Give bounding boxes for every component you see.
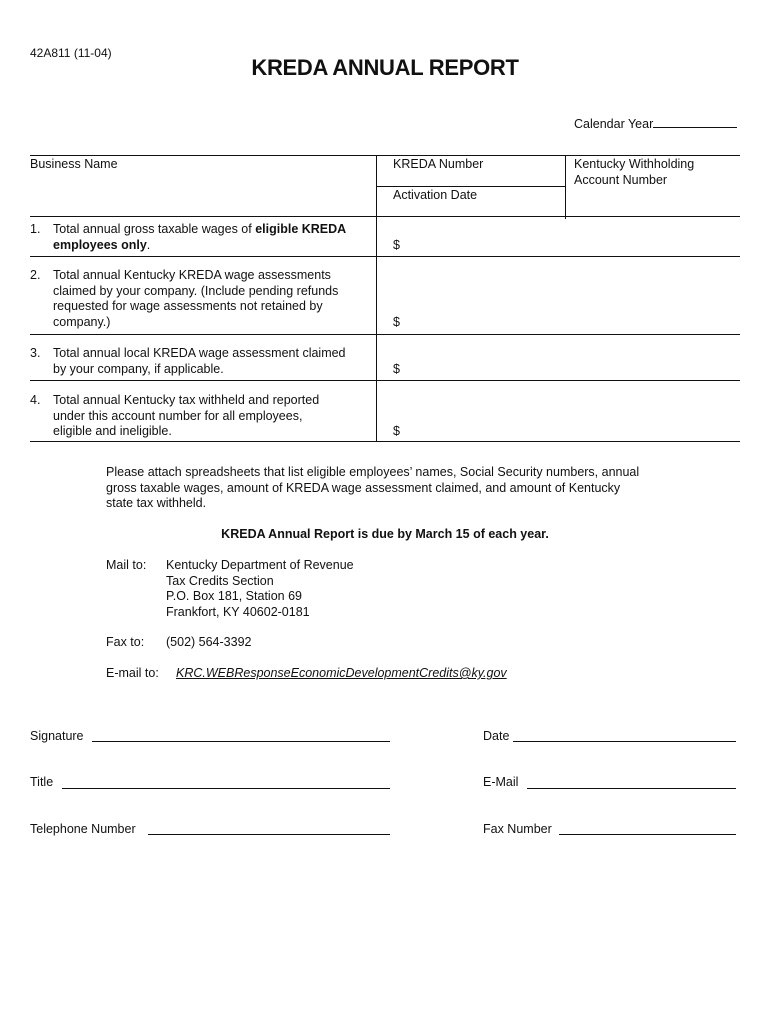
address-line: Kentucky Department of Revenue <box>166 558 354 572</box>
date-label: Date <box>483 729 510 743</box>
attach-line: gross taxable wages, amount of KREDA wage assessment claimed, and amount of Kentucky <box>106 480 621 495</box>
email-address-link[interactable]: KRC.WEBResponseEconomicDevelopmentCredits@ky.gov <box>176 666 507 680</box>
question-2-number: 2. <box>30 268 41 282</box>
business-name-field[interactable]: Business Name <box>30 157 118 171</box>
question-4-number: 4. <box>30 393 41 407</box>
signature-line[interactable] <box>92 741 390 742</box>
row2-bottom-border <box>30 334 740 335</box>
fax-number-line[interactable] <box>559 834 736 835</box>
due-date-notice: KREDA Annual Report is due by March 15 of each year. <box>221 527 549 541</box>
ky-withholding-account-field[interactable] <box>574 157 694 188</box>
fax-number-label: Fax Number <box>483 822 552 836</box>
address-line: P.O. Box 181, Station 69 <box>166 589 302 604</box>
calendar-year-input-line[interactable] <box>653 114 737 128</box>
telephone-line[interactable] <box>148 834 390 835</box>
title-line[interactable] <box>62 788 390 789</box>
question-4-text <box>53 393 373 440</box>
attach-instructions <box>106 465 686 512</box>
q2-line: Total annual Kentucky KREDA wage assessments <box>53 268 331 282</box>
fax-number: (502) 564-3392 <box>166 635 252 649</box>
question-1-number: 1. <box>30 222 41 236</box>
q3-line: Total annual local KREDA wage assessment claimed <box>53 346 346 360</box>
q1-text-bold-2: employees only <box>53 237 147 252</box>
ky-withholding-label-line1: Kentucky Withholding <box>574 157 695 171</box>
fax-to-label: Fax to: <box>106 635 145 649</box>
header-bottom-border <box>30 216 740 217</box>
q4-line: Total annual Kentucky tax withheld and reported <box>53 393 320 407</box>
question-2-text <box>53 268 373 330</box>
q2-line: requested for wage assessments not retained by <box>53 299 323 314</box>
form-number: 42A811 (11-04) <box>30 46 112 60</box>
row3-bottom-border <box>30 380 740 381</box>
address-line: Frankfort, KY 40602-0181 <box>166 604 310 619</box>
question-3-number: 3. <box>30 346 41 360</box>
telephone-label: Telephone Number <box>30 822 136 836</box>
q1-text-part: Total annual gross taxable wages of <box>53 222 256 236</box>
q4-line: under this account number for all employees, <box>53 408 303 423</box>
question-1-amount-field[interactable]: $ <box>393 238 400 252</box>
email-to-label: E-mail to: <box>106 666 159 680</box>
address-line: Tax Credits Section <box>166 573 274 588</box>
kreda-number-divider <box>376 186 565 187</box>
q1-text-period: . <box>146 237 151 252</box>
date-line[interactable] <box>513 741 736 742</box>
question-1-text <box>53 222 373 253</box>
email-label: E-Mail <box>483 775 519 789</box>
withholding-column-divider <box>565 155 566 219</box>
attach-line: Please attach spreadsheets that list eligible employees’ names, Social Security numbers, annual <box>106 465 640 479</box>
row4-bottom-border <box>30 441 740 442</box>
ky-withholding-label-line2: Account Number <box>574 172 668 187</box>
calendar-year-field[interactable] <box>574 114 737 131</box>
question-3-amount-field[interactable]: $ <box>393 362 400 376</box>
page-title: KREDA ANNUAL REPORT <box>251 55 519 80</box>
q2-line: claimed by your company. (Include pending refunds <box>53 283 339 298</box>
table-column-divider <box>376 155 377 441</box>
signature-label: Signature <box>30 729 84 743</box>
activation-date-field[interactable]: Activation Date <box>393 188 478 202</box>
q1-text-bold: eligible KREDA <box>255 222 347 236</box>
q4-line: eligible and ineligible. <box>53 424 172 439</box>
row1-bottom-border <box>30 256 740 257</box>
table-top-border <box>30 155 740 156</box>
mail-to-label: Mail to: <box>106 558 147 572</box>
attach-line: state tax withheld. <box>106 496 207 511</box>
kreda-number-field[interactable]: KREDA Number <box>393 157 484 171</box>
q3-line: by your company, if applicable. <box>53 361 224 376</box>
calendar-year-label: Calendar Year <box>574 117 654 131</box>
email-line[interactable] <box>527 788 736 789</box>
title-label: Title <box>30 775 54 789</box>
question-4-amount-field[interactable]: $ <box>393 424 400 438</box>
q2-line: company.) <box>53 314 111 329</box>
mail-address <box>166 558 354 620</box>
question-2-amount-field[interactable]: $ <box>393 315 400 329</box>
question-3-text <box>53 346 373 377</box>
